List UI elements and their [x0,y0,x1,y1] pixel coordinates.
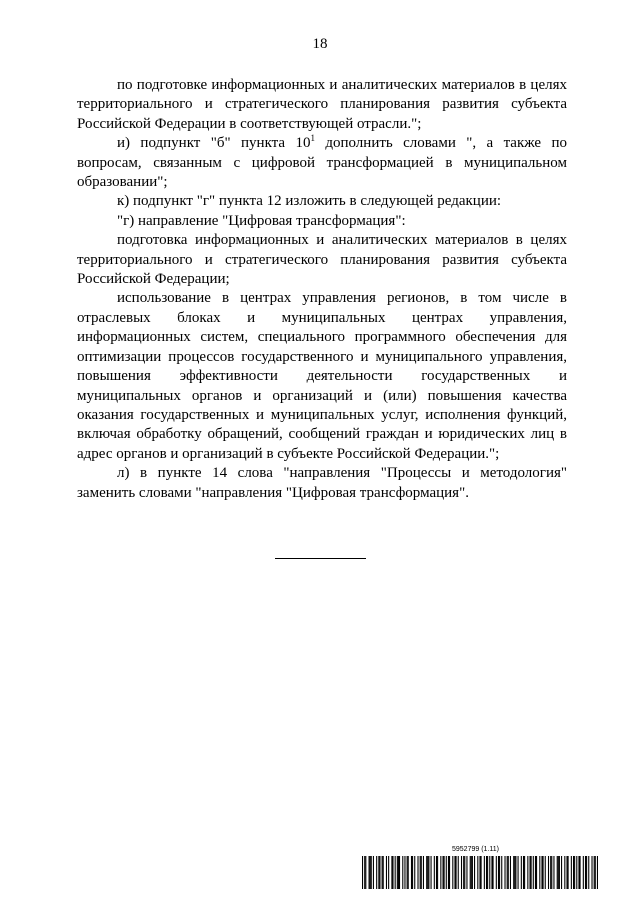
barcode-bar [477,856,478,889]
barcode-bar [580,856,581,889]
barcode-bar [594,856,595,889]
barcode-bar [518,856,519,889]
barcode-bar [371,856,372,889]
barcode-bar [571,856,572,889]
barcode-bar [507,856,508,889]
paragraph: использование в центрах управления регионов, в том числе в отраслевых блоках и муниципальных центрах управления, информационных систем, специального программного обеспечения для оптимизации процессов государственного и муниципального управления, повышения эффективности деятельности государственных и муниципальных органов и организаций и (или) повышения качества оказания государственных и муниципальных услуг, исполнения функций, включая обработку обращений, сообщений граждан и юридических лиц в адрес органов и организаций в субъекте Российской Федерации."; [77,290,567,462]
barcode-bar [464,856,465,889]
barcode-bar [481,856,482,889]
barcode-bar [470,856,471,889]
barcode-bar [536,856,537,889]
barcode-bar [531,856,532,889]
barcode-bar [591,856,592,889]
paragraph: по подготовке информационных и аналитических материалов в целях территориального и стратегического планирования развития субъекта Российской Федерации в соответствующей отрасли."; [77,77,567,132]
barcode-bar [417,856,418,889]
barcode-bar [369,856,370,889]
barcode-bar [548,856,549,889]
barcode-bar [574,856,575,889]
barcode-bar [458,856,459,889]
barcode-bar [376,856,377,889]
barcode-bar [573,856,574,889]
barcode-bar [442,856,443,889]
barcode-bar [508,856,509,889]
barcode-bar [588,856,589,889]
barcode-bar [362,856,363,889]
barcode-bar [585,856,586,889]
barcode-bar [379,856,380,889]
barcode-bar [543,856,544,889]
barcode-block [362,846,598,896]
barcode-bar [399,856,400,889]
barcode-bar [364,856,365,889]
barcode-bar [426,856,427,889]
barcode-bar [568,856,569,889]
barcode-bar [449,856,450,889]
barcode-bar [566,856,567,889]
barcode-bar [541,856,542,889]
barcode-bar [559,856,560,889]
barcode-bar [471,856,472,889]
paragraph-text: и) подпункт "б" пункта 10 [117,135,311,152]
barcode-bar [535,856,536,889]
barcode-bar [510,856,511,889]
barcode-bar [454,856,455,889]
barcode-bar [452,856,453,889]
page-number: 18 [312,36,328,52]
barcode-bar [402,856,403,889]
barcode-bar [388,856,389,889]
barcode-bar [514,856,515,889]
barcode-bar [461,856,462,889]
paragraph: л) в пункте 14 слова "направления "Процессы и методология" заменить словами "направления "Цифровая трансформация". [77,465,567,501]
barcode-bar [487,856,488,889]
barcode-bar [386,856,387,889]
barcode-bar [434,856,435,889]
barcode-bar [521,856,522,889]
barcode-bar [558,856,559,889]
barcode-bar [523,856,524,889]
paragraph: к) подпункт "г" пункта 12 изложить в следующей редакции: [117,193,502,210]
barcode-bar [586,856,587,889]
barcode-bar [491,856,492,889]
barcode-bar [463,856,464,889]
paragraph [77,134,567,192]
barcode-bar [529,856,530,889]
barcode-bar [397,856,398,889]
barcode-bar [545,856,546,889]
barcode-bar [437,856,438,889]
barcode-bar [474,856,475,889]
barcode-bar [407,856,408,889]
barcode-bar [398,856,399,889]
barcode-bar [456,856,457,889]
barcode-bar [564,856,565,889]
barcode-bar [448,856,449,889]
paragraph-text: дополнить словами ", а также по вопросам, связанным с цифровой трансформацией в муниципальном образовании"; [77,135,567,191]
barcode-bar [583,856,584,889]
barcode-bar [408,856,409,889]
barcode-bar [496,856,497,889]
barcode-bar [597,856,598,889]
barcode-bar [411,856,412,889]
document-body [77,76,567,503]
barcode-bar [431,856,432,889]
barcode-bar [576,856,577,889]
barcode-label: 5952799 (1.11) [452,846,499,853]
separator-line [275,558,366,559]
barcode-bar [578,856,579,889]
barcode-bar [383,856,384,889]
barcode-bar [479,856,480,889]
barcode-bar [444,856,445,889]
barcode-bar [373,856,374,889]
barcode-bar [414,856,415,889]
barcode-bar [595,856,596,889]
paragraph: "г) направление "Цифровая трансформация": [117,212,406,229]
paragraph: подготовка информационных и аналитических материалов в целях территориального и стратегического планирования развития субъекта Российской Федерации; [77,232,567,288]
barcode-bar [392,856,393,889]
barcode-bar [501,856,502,889]
barcode-bar [420,856,421,889]
barcode-bar [378,856,379,889]
barcode-bar [382,856,383,889]
barcode-bar [498,856,499,889]
barcode-bar [421,856,422,889]
barcode-bar [486,856,487,889]
barcode-bar [466,856,467,889]
barcode-bar [412,856,413,889]
barcode-bar [551,856,552,889]
barcode-bar [427,856,428,889]
barcode-bar [561,856,562,889]
barcode-bar [365,856,366,889]
barcode-bar [493,856,494,889]
barcode-bar [524,856,525,889]
barcode-bar [446,856,447,889]
barcode-bar [515,856,516,889]
barcode [362,856,598,889]
barcode-bar [539,856,540,889]
barcode-bar [484,856,485,889]
barcode-bar [436,856,437,889]
barcode-bar [440,856,441,889]
barcode-bar [428,856,429,889]
barcode-bar [423,856,424,889]
superscript: 1 [310,133,315,144]
barcode-bar [527,856,528,889]
barcode-bar [533,856,534,889]
barcode-bar [391,856,392,889]
barcode-bar [513,856,514,889]
barcode-bar [557,856,558,889]
barcode-bar [395,856,396,889]
barcode-bar [499,856,500,889]
barcode-bar [472,856,473,889]
barcode-bar [404,856,405,889]
barcode-bar [553,856,554,889]
barcode-bar [550,856,551,889]
barcode-bar [489,856,490,889]
barcode-bar [370,856,371,889]
barcode-bar [504,856,505,889]
